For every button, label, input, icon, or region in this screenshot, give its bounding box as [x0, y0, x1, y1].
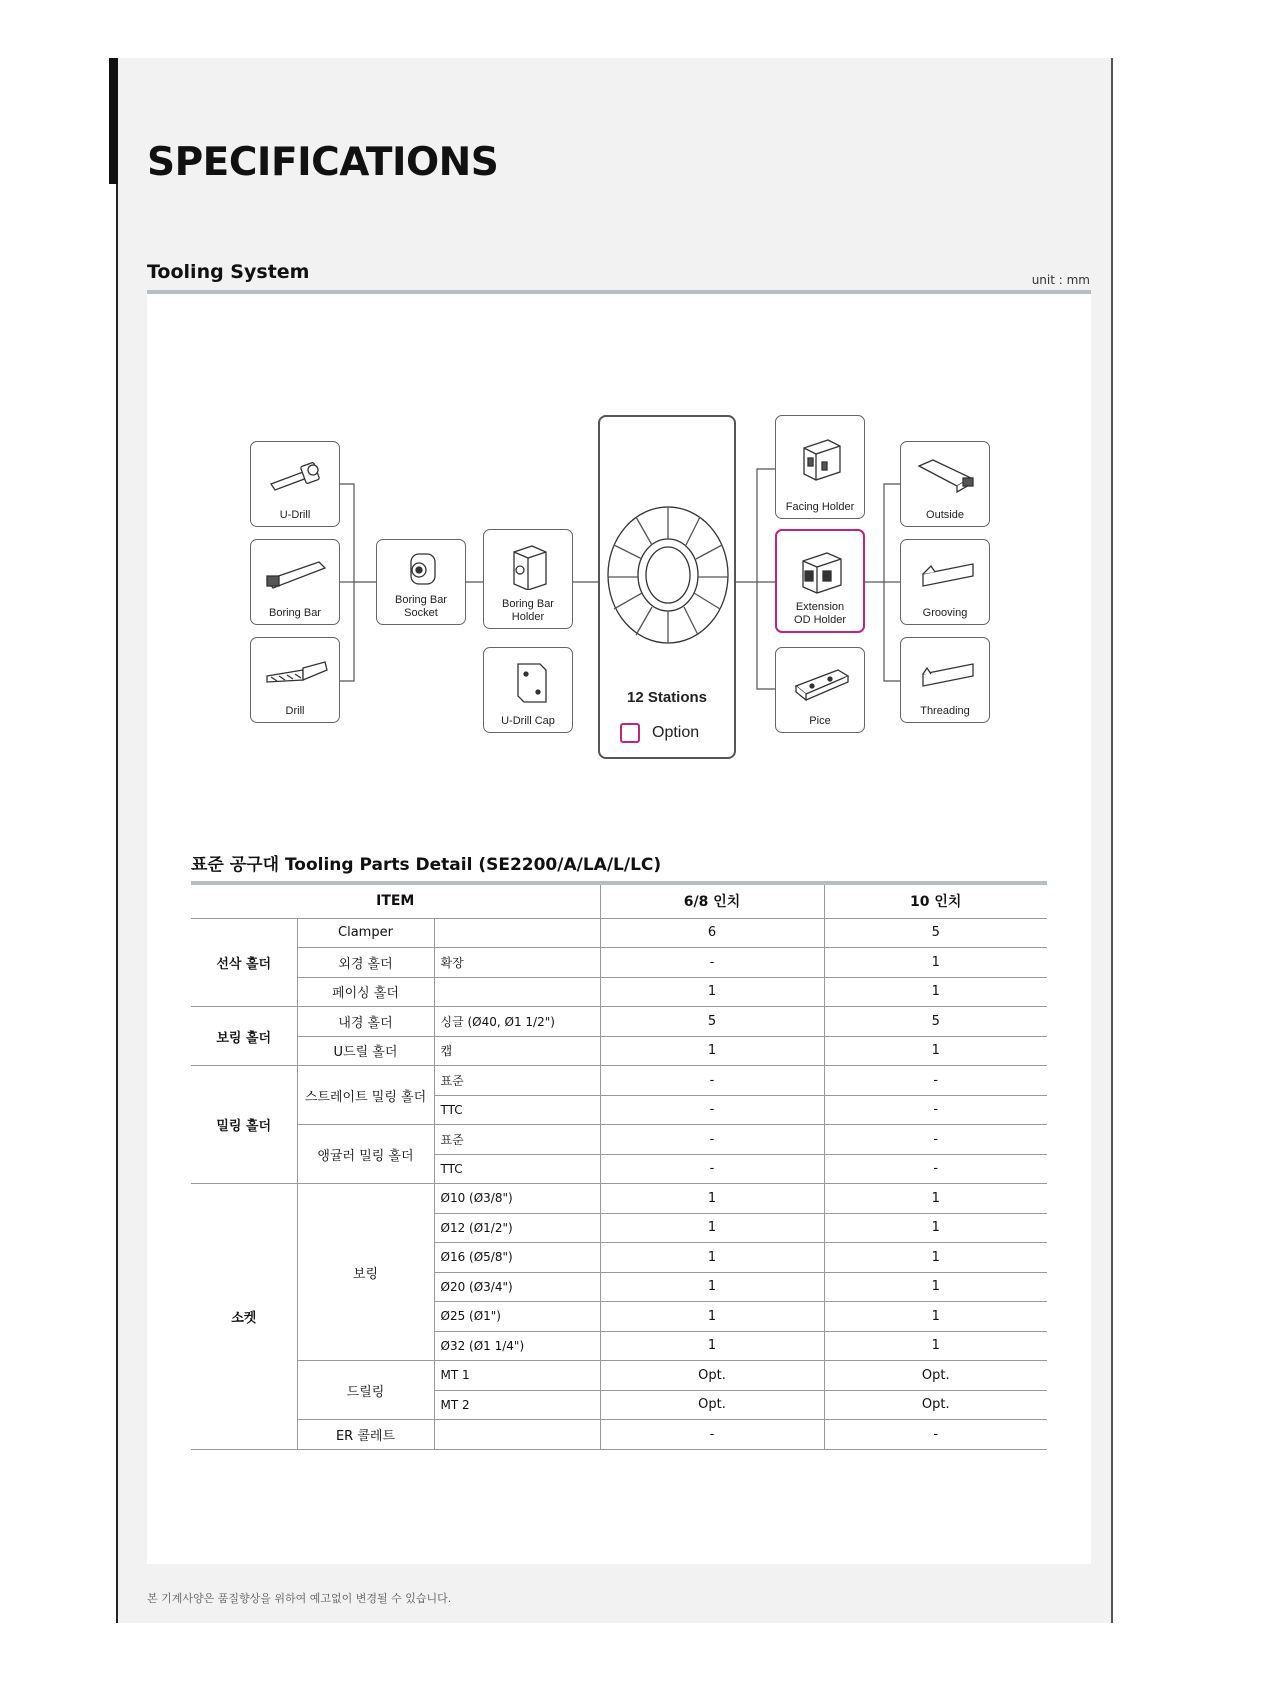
tool-label: Boring Bar Holder — [502, 598, 554, 623]
row-spec: Ø20 (Ø3/4") — [434, 1272, 600, 1302]
value-10: 1 — [824, 948, 1047, 978]
value-6-8: Opt. — [600, 1390, 824, 1420]
value-10: 5 — [824, 918, 1047, 948]
value-6-8: 1 — [600, 1272, 824, 1302]
tool-drill — [250, 637, 340, 723]
row-name: 보링 — [297, 1184, 434, 1361]
value-6-8: 1 — [600, 1184, 824, 1214]
value-6-8: Opt. — [600, 1361, 824, 1391]
tool-label: Boring Bar — [269, 607, 321, 619]
tool-label: Boring Bar Socket — [395, 594, 447, 619]
outside-tool-icon — [913, 450, 979, 500]
value-10: 1 — [824, 1331, 1047, 1361]
tool-boring-bar — [250, 539, 340, 625]
table-title: 표준 공구대 Tooling Parts Detail (SE2200/A/LA/L/LC) — [191, 855, 662, 875]
table-row — [191, 1066, 1047, 1096]
boring-bar-icon — [263, 548, 329, 598]
row-spec: TTC — [434, 1154, 600, 1184]
value-6-8: 1 — [600, 1302, 824, 1332]
value-6-8: 1 — [600, 1331, 824, 1361]
turret-icon — [600, 497, 738, 647]
tool-u-drill-cap — [483, 647, 573, 733]
table-row — [191, 977, 1047, 1007]
row-name: 스트레이트 밀링 홀더 — [297, 1066, 434, 1125]
header-10-inch: 10 인치 — [824, 885, 1047, 918]
value-10: - — [824, 1095, 1047, 1125]
table-row — [191, 1125, 1047, 1155]
value-10: 1 — [824, 1213, 1047, 1243]
cap-icon — [496, 656, 562, 706]
tool-label: Threading — [920, 705, 970, 717]
value-6-8: 6 — [600, 918, 824, 948]
value-6-8: - — [600, 1095, 824, 1125]
section-title: Tooling System — [147, 261, 310, 283]
value-10: 5 — [824, 1007, 1047, 1037]
socket-icon — [389, 548, 455, 598]
value-10: - — [824, 1420, 1047, 1450]
tool-pice — [775, 647, 865, 733]
turret-stations-label: 12 Stations — [626, 689, 708, 706]
left-margin-rule — [116, 58, 118, 1623]
value-6-8: 1 — [600, 1213, 824, 1243]
value-10: 1 — [824, 1036, 1047, 1066]
group-socket: 소켓 — [191, 1184, 297, 1450]
row-spec: Ø25 (Ø1") — [434, 1302, 600, 1332]
value-10: - — [824, 1125, 1047, 1155]
tooling-system-diagram — [250, 415, 990, 765]
row-spec: 확장 — [434, 948, 600, 978]
row-spec — [434, 977, 600, 1007]
row-spec: TTC — [434, 1095, 600, 1125]
tool-extension-od-holder — [775, 529, 865, 633]
row-spec: Ø10 (Ø3/8") — [434, 1184, 600, 1214]
drill-icon — [263, 646, 329, 696]
value-6-8: - — [600, 1125, 824, 1155]
row-name: 외경 홀더 — [297, 948, 434, 978]
group-milling-holder: 밀링 홀더 — [191, 1066, 297, 1184]
row-spec: 캡 — [434, 1036, 600, 1066]
option-legend-label: Option — [652, 724, 700, 741]
turret-station-box — [598, 415, 736, 759]
tool-label: Facing Holder — [785, 501, 855, 513]
row-spec — [434, 1420, 600, 1450]
row-name: Clamper — [297, 918, 434, 948]
option-legend — [620, 723, 699, 743]
table-row — [191, 948, 1047, 978]
facing-holder-icon — [788, 434, 854, 484]
table-row — [191, 1420, 1047, 1450]
tool-label: U-Drill Cap — [501, 715, 555, 727]
tool-label: Pice — [809, 715, 831, 727]
table-row — [191, 1184, 1047, 1214]
row-spec: 표준 — [434, 1125, 600, 1155]
row-name: 내경 홀더 — [297, 1007, 434, 1037]
row-name: U드릴 홀더 — [297, 1036, 434, 1066]
value-6-8: - — [600, 1066, 824, 1096]
tool-label: U-Drill — [279, 509, 311, 521]
value-10: Opt. — [824, 1361, 1047, 1391]
pice-icon — [788, 656, 854, 706]
tool-boring-bar-socket — [376, 539, 466, 625]
section-tab-marker — [109, 58, 118, 184]
value-10: - — [824, 1066, 1047, 1096]
tool-label: Grooving — [922, 607, 968, 619]
group-turning-holder: 선삭 홀더 — [191, 918, 297, 1007]
row-spec: MT 1 — [434, 1361, 600, 1391]
value-10: 1 — [824, 1272, 1047, 1302]
row-name: 앵귤러 밀링 홀더 — [297, 1125, 434, 1184]
value-10: 1 — [824, 1243, 1047, 1273]
value-6-8: - — [600, 948, 824, 978]
value-6-8: - — [600, 1154, 824, 1184]
table-header-row — [191, 885, 1047, 918]
tool-outside — [900, 441, 990, 527]
value-6-8: 1 — [600, 1036, 824, 1066]
u-drill-icon — [263, 450, 329, 500]
footer-note: 본 기계사양은 품질향상을 위하여 예고없이 변경될 수 있습니다. — [147, 1592, 452, 1605]
tooling-parts-table — [191, 885, 1047, 1450]
value-10: 1 — [824, 1184, 1047, 1214]
row-spec: Ø16 (Ø5/8") — [434, 1243, 600, 1273]
tool-facing-holder — [775, 415, 865, 519]
table-row — [191, 918, 1047, 948]
threading-tool-icon — [913, 646, 979, 696]
tool-u-drill — [250, 441, 340, 527]
unit-label: unit : mm — [1031, 273, 1090, 287]
row-name: ER 콜레트 — [297, 1420, 434, 1450]
value-6-8: 1 — [600, 977, 824, 1007]
tool-label: Outside — [926, 509, 964, 521]
header-item: ITEM — [191, 885, 600, 918]
page-title: SPECIFICATIONS — [147, 140, 499, 185]
right-margin-rule — [1111, 58, 1113, 1623]
value-10: - — [824, 1154, 1047, 1184]
value-10: 1 — [824, 977, 1047, 1007]
row-name: 드릴링 — [297, 1361, 434, 1420]
table-row — [191, 1361, 1047, 1391]
tool-label: Extension OD Holder — [794, 601, 846, 626]
header-6-8-inch: 6/8 인치 — [600, 885, 824, 918]
table-row — [191, 1007, 1047, 1037]
value-6-8: 1 — [600, 1243, 824, 1273]
row-spec: MT 2 — [434, 1390, 600, 1420]
row-spec: 표준 — [434, 1066, 600, 1096]
row-spec: Ø32 (Ø1 1/4") — [434, 1331, 600, 1361]
tool-boring-bar-holder — [483, 529, 573, 629]
value-6-8: 5 — [600, 1007, 824, 1037]
value-10: Opt. — [824, 1390, 1047, 1420]
row-name: 페이싱 홀더 — [297, 977, 434, 1007]
row-spec: Ø12 (Ø1/2") — [434, 1213, 600, 1243]
value-10: 1 — [824, 1302, 1047, 1332]
tool-grooving — [900, 539, 990, 625]
group-boring-holder: 보링 홀더 — [191, 1007, 297, 1066]
grooving-tool-icon — [913, 548, 979, 598]
tool-threading — [900, 637, 990, 723]
row-spec — [434, 918, 600, 948]
tool-label: Drill — [285, 705, 305, 717]
table-row — [191, 1036, 1047, 1066]
holder-icon — [496, 540, 562, 590]
row-spec: 싱글 (Ø40, Ø1 1/2") — [434, 1007, 600, 1037]
value-6-8: - — [600, 1420, 824, 1450]
option-swatch — [620, 723, 640, 743]
extension-holder-icon — [789, 545, 855, 595]
